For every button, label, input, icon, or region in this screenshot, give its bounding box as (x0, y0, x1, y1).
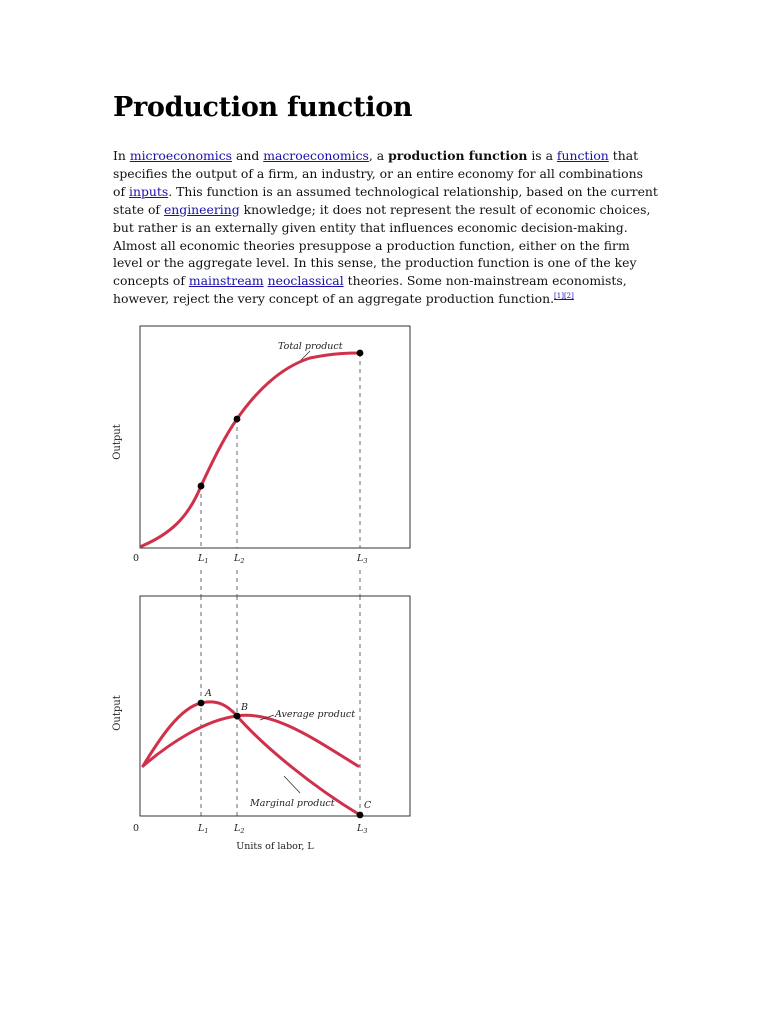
x-axis-label: Units of labor, L (236, 841, 314, 852)
link-inputs[interactable]: inputs (129, 183, 169, 199)
link-macroeconomics[interactable]: macroeconomics (263, 148, 369, 163)
top-point-l3 (357, 350, 364, 357)
total-product-label: Total product (278, 341, 343, 352)
point-a-marker (198, 700, 205, 707)
top-point-l1 (198, 483, 205, 490)
top-origin-label: 0 (132, 553, 140, 564)
average-product-curve (143, 715, 358, 766)
point-c-marker (357, 812, 364, 819)
link-function[interactable]: function (556, 148, 609, 163)
bold-term: production function (388, 148, 528, 163)
point-a-label: A (205, 688, 212, 699)
link-neoclassical[interactable]: neoclassical (267, 273, 344, 289)
point-b-label: B (241, 702, 248, 713)
link-mainstream[interactable]: mainstream (188, 273, 264, 289)
point-b-marker (234, 713, 241, 720)
bottom-tick-l1: $L_1$ (198, 823, 209, 835)
link-microeconomics[interactable]: microeconomics (129, 148, 233, 163)
marginal-product-label: Marginal product (250, 798, 335, 809)
bottom-tick-l2: $L_2$ (234, 823, 245, 835)
point-c-label: C (364, 800, 372, 811)
top-tick-l1: $L_1$ (198, 553, 209, 565)
top-y-label: Output (112, 424, 123, 460)
reference-2[interactable]: [2] (563, 292, 574, 301)
top-tick-l3: $L_3$ (357, 553, 368, 565)
bottom-y-label: Output (112, 695, 123, 731)
top-point-l2 (234, 416, 241, 423)
top-tick-l2: $L_2$ (234, 553, 245, 565)
bottom-origin-label: 0 (132, 823, 140, 834)
production-function-figure (100, 318, 430, 858)
bottom-tick-l3: $L_3$ (357, 823, 368, 835)
marginal-product-pointer (284, 776, 300, 793)
top-panel-frame (140, 326, 410, 548)
total-product-curve (142, 353, 360, 546)
intro-paragraph: In microeconomics and macroeconomics, a production function is a function that specifies the output of a firm, an industry, or an entire economy for all combinations of inputs. This function is an assumed technological relationship, based on the current state of engineering knowledge; it does not represent the result of economic choices, but rather is an externally given entity that influences economic decision-making. Almost all economic theories presuppose a production function, either on the firm level or the aggregate level. In this sense, the production function is one of the key concepts of mainstream neoclassical theories. Some non-mainstream economists, however, reject the very concept of an aggregate production function.[1][2] (113, 148, 658, 307)
page-title: Production function (113, 92, 413, 123)
average-product-label: Average product (275, 709, 356, 720)
link-engineering[interactable]: engineering (163, 201, 240, 217)
reference-1[interactable]: [1] (554, 292, 564, 301)
bottom-panel-frame (140, 596, 410, 816)
